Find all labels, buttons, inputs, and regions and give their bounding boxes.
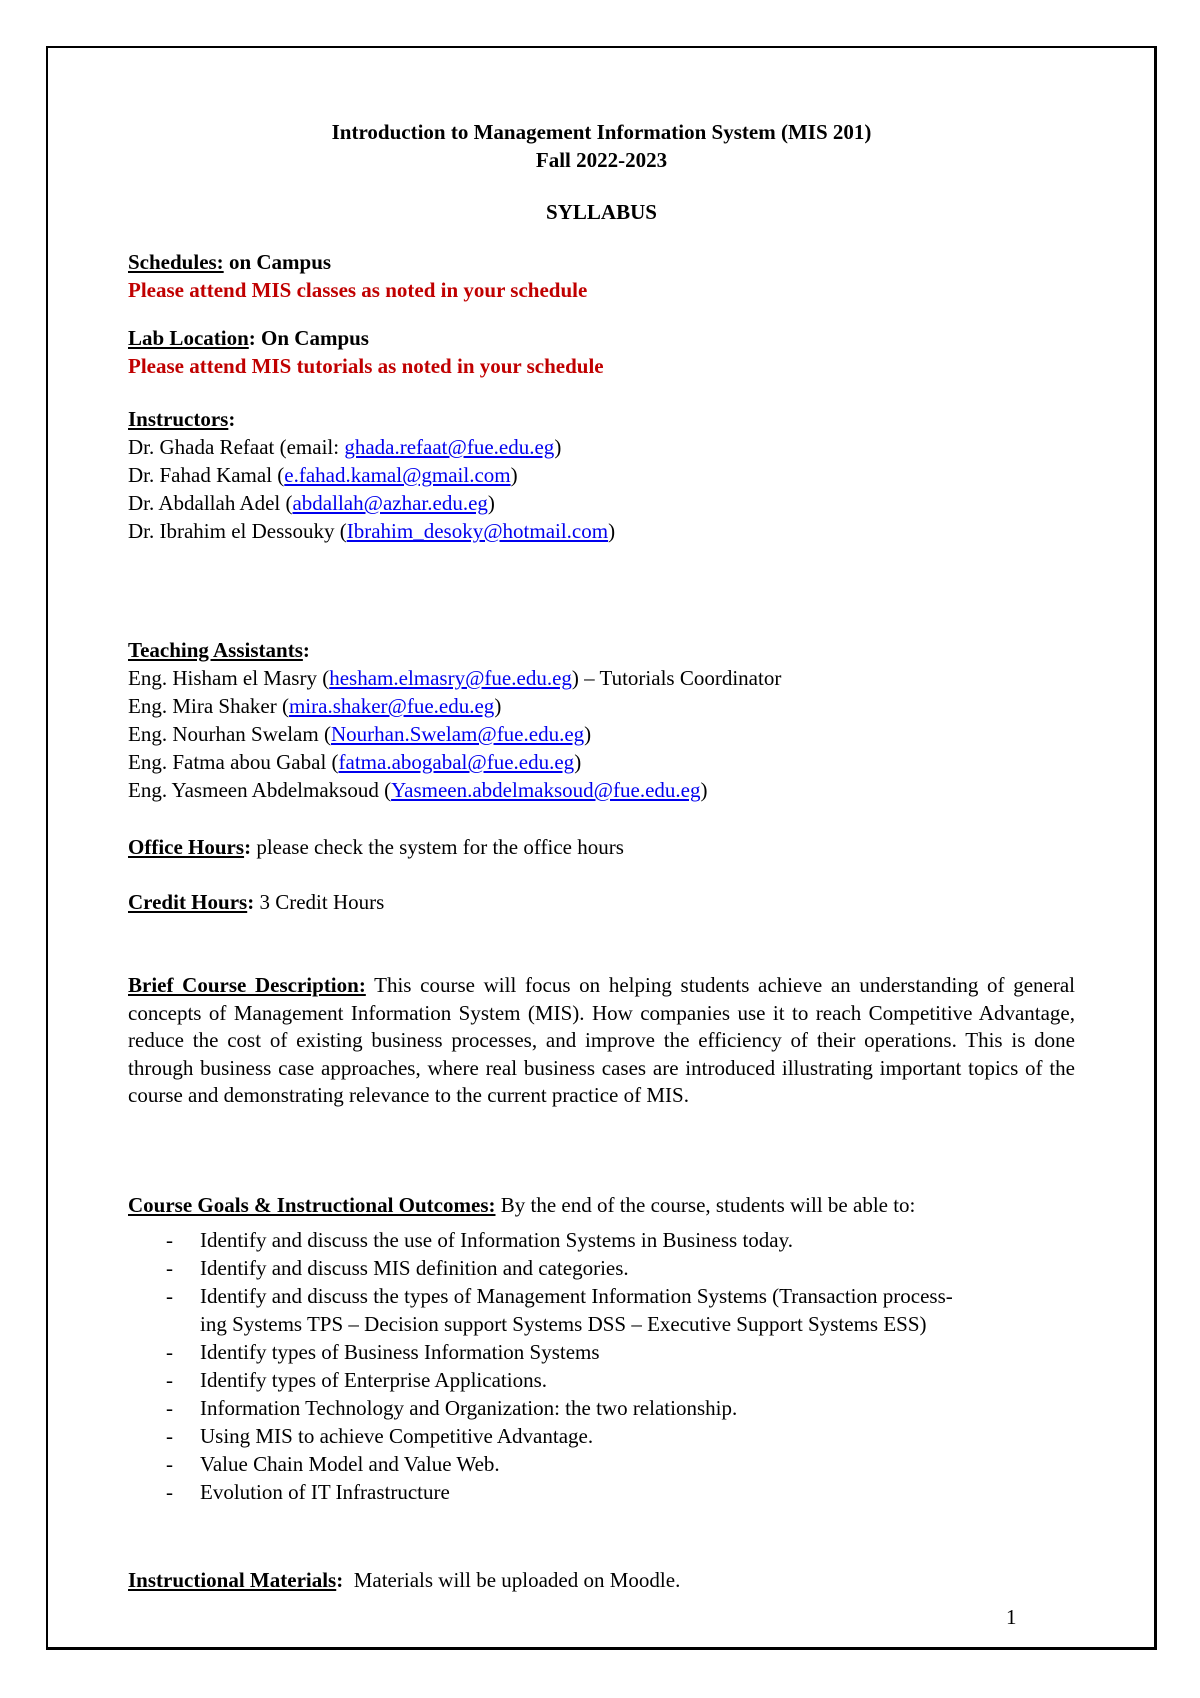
instructor-email-link[interactable]: ghada.refaat@fue.edu.eg [344,435,555,459]
list-item [128,1478,1075,1506]
list-item [128,1226,1075,1254]
ta-row [128,748,1075,776]
ta-suffix: ) [574,750,582,774]
description-label: Brief Course Description: [128,973,366,997]
lab-value: On Campus [255,326,369,350]
ta-suffix: ) [584,722,592,746]
instructors-colon: : [228,407,236,431]
list-item [128,1450,1075,1478]
ta-email-link[interactable]: fatma.abogabal@fue.edu.eg [338,750,575,774]
list-item [128,1282,1075,1338]
instructor-name: Dr. Fahad Kamal ( [128,463,285,487]
ta-email-link[interactable]: Yasmeen.abdelmaksoud@fue.edu.eg [391,778,701,802]
materials-section [128,1566,1075,1594]
materials-colon: : [336,1568,344,1592]
ta-row [128,664,1075,692]
instructors-label: Instructors [128,407,229,431]
instructors-heading [128,405,1075,433]
instructor-row [128,489,1075,517]
ta-suffix: ) [494,694,502,718]
instructor-email-link[interactable]: Ibrahim_desoky@hotmail.com [346,519,609,543]
lab-line [128,324,1075,352]
lab-section [128,324,1075,380]
dash-bullet: - [166,1368,173,1392]
list-item [128,1394,1075,1422]
lab-note: Please attend MIS tutorials as noted in your schedule [128,354,604,378]
office-hours-section [128,833,1075,861]
instructor-suffix: ) [487,491,495,515]
course-title: Introduction to Management Information System (MIS 201) [331,120,872,144]
goal-text: Value Chain Model and Value Web. [200,1452,500,1476]
materials-label: Instructional Materials [128,1568,337,1592]
goals-label: Course Goals & Instructional Outcomes: [128,1193,496,1217]
course-term: Fall 2022-2023 [535,148,668,172]
ta-row [128,776,1075,804]
instructor-row [128,461,1075,489]
schedules-line [128,248,1075,276]
instructor-name: Dr. Abdallah Adel ( [128,491,293,515]
credit-hours-line [128,888,1075,916]
instructor-name: Dr. Ibrahim el Dessouky ( [128,519,347,543]
goal-text: Using MIS to achieve Competitive Advantage. [200,1424,594,1448]
materials-value: Materials will be uploaded on Moodle. [343,1568,681,1592]
ta-row [128,692,1075,720]
schedules-label: Schedules: [128,250,224,274]
instructor-name: Dr. Ghada Refaat (email: [128,435,345,459]
instructor-suffix: ) [510,463,518,487]
ta-name: Eng. Fatma abou Gabal ( [128,750,339,774]
dash-bullet: - [166,1256,173,1280]
list-item [128,1366,1075,1394]
goal-text-continued: ing Systems TPS – Decision support Systems DSS – Executive Support Systems ESS) [200,1312,927,1336]
instructor-suffix: ) [554,435,562,459]
dash-bullet: - [166,1284,173,1308]
schedules-section [128,248,1075,304]
credit-hours-value: 3 Credit Hours [254,890,385,914]
ta-name: Eng. Yasmeen Abdelmaksoud ( [128,778,392,802]
instructors-section [128,405,1075,545]
office-hours-line [128,833,1075,861]
dash-bullet: - [166,1424,173,1448]
lab-colon: : [248,326,256,350]
goals-line [128,1191,1075,1219]
instructor-email-link[interactable]: abdallah@azhar.edu.eg [292,491,488,515]
dash-bullet: - [166,1396,173,1420]
goal-text: Identify and discuss the use of Information Systems in Business today. [200,1228,793,1252]
goal-text: Identify and discuss the types of Management Information Systems (Transaction process- [200,1284,953,1308]
instructor-email-link[interactable]: e.fahad.kamal@gmail.com [284,463,511,487]
document-header [128,118,1075,174]
dash-bullet: - [166,1228,173,1252]
description-section [128,972,1075,1110]
lab-label: Lab Location [128,326,249,350]
instructor-row [128,433,1075,461]
instructor-suffix: ) [608,519,616,543]
goals-list [128,1226,1075,1506]
list-item [128,1254,1075,1282]
goal-text: Evolution of IT Infrastructure [200,1480,450,1504]
list-item [128,1338,1075,1366]
ta-name: Eng. Hisham el Masry ( [128,666,330,690]
instructor-row [128,517,1075,545]
dash-bullet: - [166,1340,173,1364]
syllabus-heading: SYLLABUS [546,200,657,224]
schedules-value: on Campus [223,250,332,274]
ta-name: Eng. Nourhan Swelam ( [128,722,331,746]
ta-suffix: ) – Tutorials Coordinator [571,666,782,690]
credit-hours-label: Credit Hours [128,890,248,914]
description-text: This course will focus on helping students achieve an understanding of general concepts of Management Information System (MIS). How companies use it to reach Competitive Advantage, reduce the cost of existing business processes, and improve the efficiency of their operations. This is done through business case approaches, where real business cases are introduced illustrating important topics of the course and demonstrating relevance to the current practice of MIS. [128,973,1075,1107]
ta-row [128,720,1075,748]
ta-name: Eng. Mira Shaker ( [128,694,289,718]
goal-text: Identify types of Business Information Systems [200,1340,600,1364]
credit-hours-colon: : [247,890,255,914]
goal-text: Identify and discuss MIS definition and categories. [200,1256,629,1280]
materials-line [128,1566,1075,1594]
office-hours-colon: : [244,835,252,859]
tas-section [128,636,1075,804]
goals-section [128,1191,1075,1506]
ta-email-link[interactable]: hesham.elmasry@fue.edu.eg [329,666,572,690]
tas-heading [128,636,1075,664]
ta-email-link[interactable]: Nourhan.Swelam@fue.edu.eg [330,722,585,746]
ta-email-link[interactable]: mira.shaker@fue.edu.eg [288,694,495,718]
goals-intro: By the end of the course, students will be able to: [495,1193,916,1217]
tas-label: Teaching Assistants [128,638,303,662]
page-number: 1 [1006,1605,1017,1629]
goal-text: Information Technology and Organization: the two relationship. [200,1396,738,1420]
schedules-note: Please attend MIS classes as noted in your schedule [128,278,588,302]
dash-bullet: - [166,1480,173,1504]
tas-colon: : [302,638,310,662]
list-item [128,1422,1075,1450]
dash-bullet: - [166,1452,173,1476]
ta-suffix: ) [700,778,708,802]
description-paragraph [128,972,1075,1110]
office-hours-label: Office Hours [128,835,245,859]
office-hours-value: please check the system for the office hours [251,835,624,859]
credit-hours-section [128,888,1075,916]
goal-text: Identify types of Enterprise Applications. [200,1368,548,1392]
